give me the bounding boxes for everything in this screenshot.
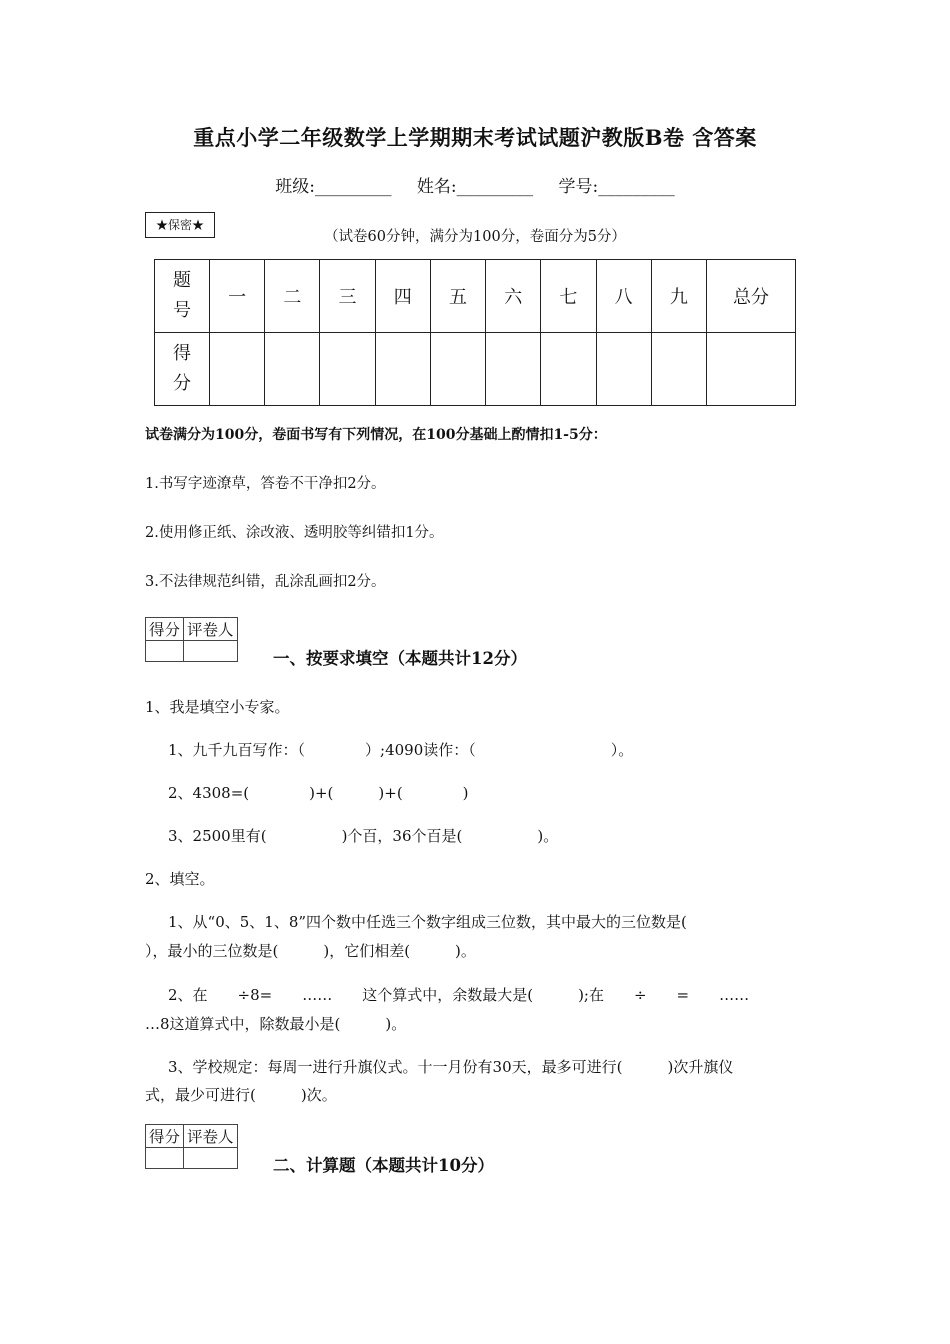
column-header: 三	[320, 260, 375, 333]
exam-note: （试卷60分钟，满分为100分，卷面分为5分）	[324, 229, 626, 245]
score-cell[interactable]	[541, 333, 596, 406]
grader-score-cell[interactable]	[146, 1148, 184, 1169]
question-title: 2、填空。	[145, 870, 215, 888]
score-cell[interactable]	[210, 333, 265, 406]
grader-score-label: 得分	[146, 1125, 184, 1148]
column-header: 五	[430, 260, 485, 333]
score-cell[interactable]	[430, 333, 485, 406]
grader-box	[145, 1124, 238, 1169]
question-item: 1、从“0、5、1、8”四个数中任选三个数字组成三位数，其中最大的三位数是(	[168, 913, 687, 931]
column-header: 七	[541, 260, 596, 333]
score-cell[interactable]	[651, 333, 706, 406]
column-header: 四	[375, 260, 430, 333]
column-header: 六	[486, 260, 541, 333]
column-header: 一	[210, 260, 265, 333]
rule-item: 2.使用修正纸、涂改液、透明胶等纠错扣1分。	[145, 525, 444, 541]
column-header: 二	[265, 260, 320, 333]
row-label-line: 分	[173, 373, 191, 394]
score-cell[interactable]	[265, 333, 320, 406]
table-row-label	[155, 333, 210, 406]
grader-score-label: 得分	[146, 618, 184, 641]
grader-box	[145, 617, 238, 662]
score-cell[interactable]	[375, 333, 430, 406]
header-label-line: 号	[173, 300, 191, 321]
deduction-note: 试卷满分为100分，卷面书写有下列情况，在100分基础上酌情扣1-5分：	[145, 427, 607, 443]
question-title: 1、我是填空小专家。	[145, 698, 290, 716]
grader-name-label: 评卷人	[184, 618, 238, 641]
grader-name-cell[interactable]	[184, 1148, 238, 1169]
rule-item: 3.不法律规范纠错，乱涂乱画扣2分。	[145, 574, 386, 590]
table-header-label	[155, 260, 210, 333]
rule-item: 1.书写字迹潦草，答卷不干净扣2分。	[145, 476, 386, 492]
question-item: 2、4308=( )+( )+( )	[168, 784, 469, 802]
student-id-field: 学号:_________	[558, 177, 675, 197]
question-item: 2、在 ÷8= …… 这个算式中，余数最大是( );在 ÷ = ……	[168, 986, 750, 1004]
grader-name-label: 评卷人	[184, 1125, 238, 1148]
score-cell[interactable]	[596, 333, 651, 406]
student-info	[0, 172, 950, 197]
column-header-total: 总分	[707, 260, 796, 333]
grader-name-cell[interactable]	[184, 641, 238, 662]
score-cell[interactable]	[320, 333, 375, 406]
column-header: 八	[596, 260, 651, 333]
question-item-cont: …8这道算式中，除数最小是( )。	[145, 1015, 407, 1033]
secret-badge: ★保密★	[145, 212, 215, 238]
grader-score-cell[interactable]	[146, 641, 184, 662]
section-title: 一、按要求填空（本题共计12分）	[273, 649, 527, 668]
question-item: 3、学校规定：每周一进行升旗仪式。十一月份有30天，最多可进行( )次升旗仪	[168, 1058, 734, 1076]
row-label-line: 得	[173, 343, 191, 364]
section-title: 二、计算题（本题共计10分）	[273, 1156, 494, 1175]
question-item: 3、2500里有( )个百，36个百是( )。	[168, 827, 559, 845]
score-cell[interactable]	[486, 333, 541, 406]
score-table	[154, 259, 796, 406]
name-field: 姓名:_________	[416, 177, 534, 197]
question-item-cont: 式，最少可进行( )次。	[145, 1086, 337, 1104]
class-field: 班级:_________	[275, 177, 392, 197]
question-item-cont: ），最小的三位数是( )，它们相差( )。	[145, 942, 476, 960]
score-cell-total[interactable]	[707, 333, 796, 406]
page-title: 重点小学二年级数学上学期期末考试试题沪教版B卷 含答案	[193, 125, 757, 150]
column-header: 九	[651, 260, 706, 333]
question-item: 1、九千九百写作：（ ）;4090读作：（ ）。	[168, 741, 634, 759]
header-label-line: 题	[173, 270, 191, 291]
